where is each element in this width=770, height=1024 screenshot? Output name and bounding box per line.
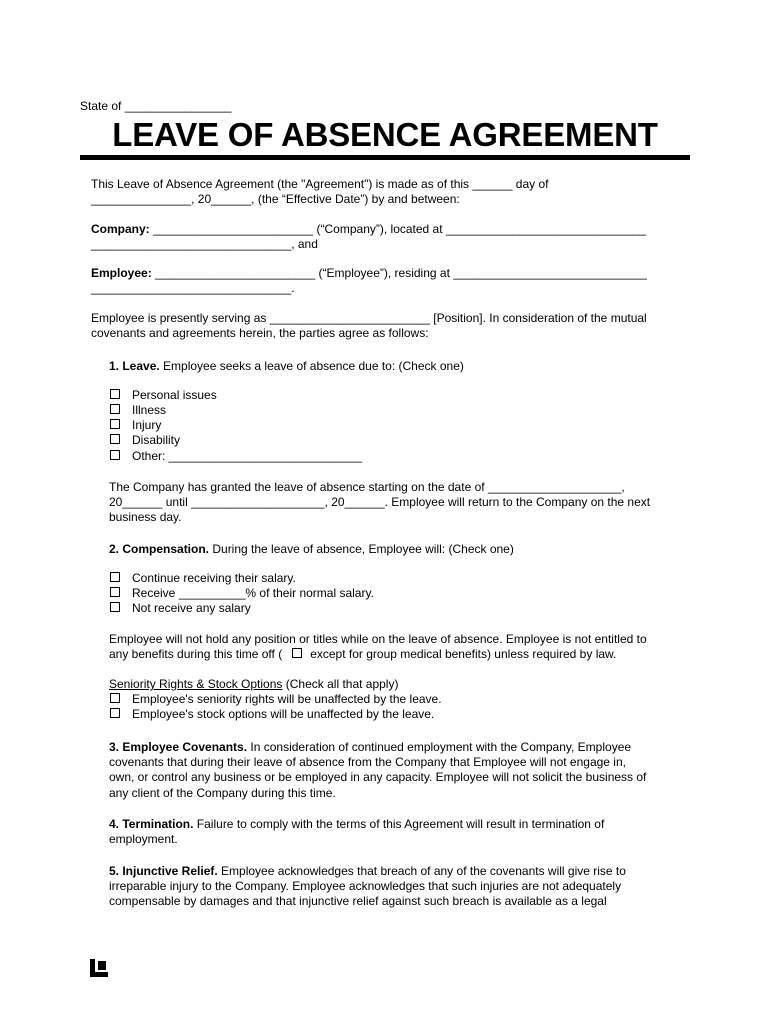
section-4-paragraph: 4. Termination. Failure to comply with the terms of this Agreement will result in termination of employment. [109, 817, 605, 847]
benefits-line-2b: except for group medical benefits) unless required by law. [310, 647, 617, 662]
section-4-title: 4. Termination. [109, 817, 194, 831]
leave-option-injury[interactable]: Injury [110, 418, 161, 433]
checkbox-icon[interactable] [110, 587, 120, 597]
employee-line-1: ________________________ (“Employee”), residing at _____________________________ [151, 266, 647, 280]
leave-option-disability[interactable]: Disability [110, 433, 180, 448]
checkbox-icon[interactable] [110, 708, 120, 718]
comp-option-receive[interactable]: Receive __________% of their normal salary. [110, 586, 374, 601]
seniority-heading [109, 677, 681, 692]
seniority-text: (Check all that apply) [282, 677, 399, 691]
section-2-heading [109, 542, 681, 557]
company-label: Company: [91, 222, 150, 236]
seniority-title: Seniority Rights & Stock Options [109, 677, 283, 691]
document-logo-icon [90, 959, 108, 977]
checkbox-icon[interactable] [110, 572, 120, 582]
checkbox-icon[interactable] [110, 404, 120, 414]
granted-line-3: business day. [109, 510, 182, 525]
state-line: State of ________________ [80, 99, 232, 113]
intro-line-2: _______________, 20______, (the “Effective Date”) by and between: [91, 192, 460, 207]
section-5-paragraph: 5. Injunctive Relief. Employee acknowledges that breach of any of the covenants will give rise to irreparable injury to the Company. Employee acknowledges that such injuries are not adequately compensable by damages and that injunctive relief against such breach is available as a legal [109, 864, 626, 909]
leave-option-illness[interactable]: Illness [110, 403, 166, 418]
seniority-option-rights[interactable]: Employee's seniority rights will be unaffected by the leave. [110, 692, 442, 707]
position-line-1: Employee is presently serving as ________________________ [Position]. In consideration of the mutual [91, 311, 647, 325]
leave-option-other[interactable]: Other: _____________________________ [110, 449, 362, 464]
comp-option-continue[interactable]: Continue receiving their salary. [110, 571, 296, 586]
intro-paragraph [91, 177, 681, 207]
leave-granted-paragraph [109, 480, 681, 526]
section-2-title: 2. Compensation. [109, 542, 210, 556]
employee-line-2: ______________________________. [91, 281, 295, 296]
section-3-paragraph: 3. Employee Covenants. In consideration of continued employment with the Company, Employee covenants that during their leave of absence from the Company that Employee will not engage in, own, or control any business or be employed in any capacity. Employee will not solicit the business of any client of the Company during this time. [109, 740, 647, 800]
company-line-2: ______________________________, and [91, 237, 318, 252]
benefits-line-2a: any benefits during this time off ( [109, 647, 283, 662]
employee-label: Employee: [91, 266, 152, 280]
company-line-1: ________________________ (“Company”), located at ______________________________ [149, 222, 647, 236]
section-1-text: Employee seeks a leave of absence due to: (Check one) [159, 359, 464, 373]
checkbox-icon[interactable] [110, 602, 120, 612]
section-1-heading [109, 359, 681, 374]
employee-paragraph [91, 266, 681, 296]
leave-option-personal[interactable]: Personal issues [110, 388, 217, 403]
comp-option-none[interactable]: Not receive any salary [110, 601, 251, 616]
checkbox-icon[interactable] [292, 648, 302, 658]
section-2-text: During the leave of absence, Employee will: (Check one) [209, 542, 514, 556]
checkbox-icon[interactable] [110, 450, 120, 460]
checkbox-icon[interactable] [110, 419, 120, 429]
section-3-title: 3. Employee Covenants. [109, 740, 248, 754]
checkbox-icon[interactable] [110, 693, 120, 703]
position-line-2: covenants and agreements herein, the parties agree as follows: [91, 326, 429, 341]
page-title: LEAVE OF ABSENCE AGREEMENT [112, 116, 658, 153]
benefits-paragraph [109, 632, 681, 662]
seniority-option-stock[interactable]: Employee's stock options will be unaffected by the leave. [110, 707, 434, 722]
section-5-title: 5. Injunctive Relief. [109, 864, 218, 878]
checkbox-icon[interactable] [110, 389, 120, 399]
intro-line-1: This Leave of Absence Agreement (the "Agreement") is made as of this ______ day of [91, 177, 549, 191]
title-rule [80, 155, 690, 160]
checkbox-icon[interactable] [110, 434, 120, 444]
granted-line-1: The Company has granted the leave of absence starting on the date of ____________________, [109, 480, 625, 494]
company-paragraph [91, 222, 681, 252]
section-1-title: 1. Leave. [109, 359, 160, 373]
benefits-line-1: Employee will not hold any position or titles while on the leave of absence. Employee is not entitled to [109, 632, 647, 646]
position-paragraph [91, 311, 681, 341]
granted-line-2: 20______ until ____________________, 20______. Employee will return to the Company on the next [109, 495, 651, 510]
